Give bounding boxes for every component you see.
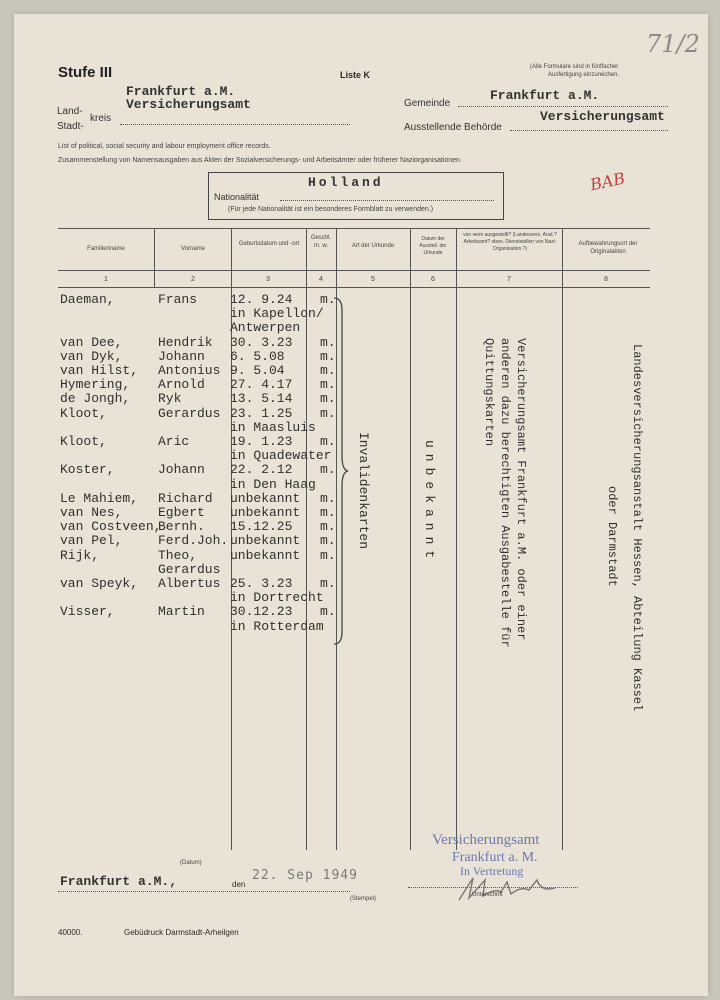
behoerde-label: Ausstellende Behörde <box>404 122 502 133</box>
office-stamp-line-1: Versicherungsamt <box>432 832 540 848</box>
stamp-field-label: (Stempel) <box>350 896 377 902</box>
cell-sex: m. <box>320 576 336 591</box>
cell-birth: 30. 3.23 <box>230 334 293 350</box>
cell-family-name: Hymering, <box>60 377 131 393</box>
cell-family-name: van Hilst, <box>60 363 139 378</box>
landkreis-value: Frankfurt a.M. <box>126 84 236 99</box>
col5-document-type: Invalidenkarten <box>356 432 371 550</box>
behoerde-underline <box>510 130 668 131</box>
cell-birth: 25. 3.23 <box>230 576 293 591</box>
cell-birth: 30.12.23 <box>230 604 293 620</box>
land-label: Land- <box>57 106 83 117</box>
col7-issuer-line-1: Versicherungsamt Frankfurt a.M. oder einer <box>514 338 528 641</box>
cell-birth: in Kapellon/ <box>230 306 324 322</box>
col-header-3: Geburtsdatum und -ort <box>238 241 300 247</box>
cell-first-name: Martin <box>158 604 205 620</box>
cell-family-name: Koster, <box>60 462 115 478</box>
gemeinde-value: Frankfurt a.M. <box>490 88 600 103</box>
col-divider-5 <box>410 228 411 850</box>
col-number-8: 8 <box>604 276 608 283</box>
cell-family-name: van Nes, <box>60 505 123 520</box>
cell-first-name: Antonius <box>158 363 221 378</box>
col-divider-6 <box>456 228 457 850</box>
cell-first-name: Hendrik <box>158 334 213 350</box>
col8-archive-line-2: oder Darmstadt <box>605 486 619 587</box>
cell-birth: unbekannt <box>230 505 301 520</box>
cell-family-name: Visser, <box>60 604 115 620</box>
cell-family-name: de Jongh, <box>60 391 131 407</box>
cell-family-name: Kloot, <box>60 434 107 449</box>
cell-sex: m. <box>320 604 336 620</box>
cell-first-name: Gerardus <box>158 561 221 577</box>
date-stamp: 22. Sep 1949 <box>252 868 358 883</box>
cell-first-name: Johann <box>158 348 205 364</box>
cell-birth: 13. 5.14 <box>230 391 293 407</box>
col-divider-1 <box>154 228 155 288</box>
cell-sex: m. <box>320 348 336 364</box>
german-description: Zusammenstellung von Namensausgaben aus Akten der Sozialversicherungs- und Arbeitsämter oder früherer Naziorganisationen. <box>58 157 462 164</box>
stadtkreis-value: Versicherungsamt <box>126 97 251 112</box>
col-header-2: Vorname <box>180 246 205 252</box>
cell-birth: in Maasluis <box>230 419 316 435</box>
liste-label: Liste K <box>340 70 371 80</box>
cell-sex: m. <box>320 547 336 563</box>
gemeinde-underline <box>458 106 668 107</box>
english-description: List of political, social security and labour employment office records. <box>58 143 271 150</box>
cell-sex: m. <box>320 519 336 535</box>
instruction-line-2: Ausfertigung einzureichen. <box>548 72 620 78</box>
col-number-4: 4 <box>319 276 323 283</box>
kreis-underline <box>120 124 350 125</box>
cell-birth: 22. 2.12 <box>230 462 293 478</box>
col-number-1: 1 <box>104 276 108 283</box>
nationality-note: (Für jede Nationalität ist ein besonderes Formblatt zu verwenden.) <box>228 206 434 213</box>
signature-label: Unterschrift <box>472 892 503 898</box>
date-underline <box>58 891 350 892</box>
col7-issuer-line-2: anderen dazu berechtigten Ausgabestelle für <box>498 338 512 648</box>
cell-family-name: van Pel, <box>60 533 123 549</box>
cell-sex: m. <box>320 490 336 506</box>
cell-birth: unbekannt <box>230 533 301 549</box>
cell-sex: m. <box>320 533 336 549</box>
den-label: den <box>232 880 246 889</box>
form-number: 40000. <box>58 928 83 937</box>
cell-sex: m. <box>320 377 336 393</box>
col-number-6: 6 <box>431 276 435 283</box>
col-number-7: 7 <box>507 276 511 283</box>
col-number-5: 5 <box>371 276 375 283</box>
col-header-7: von wem ausgestellt? (Landesvers. Anst.? Arbeitsamt? oben. Dienststellen von Nazi-Organisation.?) <box>463 232 557 252</box>
cell-birth: in Quadewater <box>230 448 332 464</box>
cell-family-name: van Speyk, <box>60 576 139 591</box>
col-header-6: Datum der Ausstell. der Urkunde <box>419 236 447 256</box>
cell-birth: 23. 1.25 <box>230 405 293 421</box>
cell-family-name: van Costveen, <box>60 519 162 535</box>
instruction-line-1: (Alle Formulare sind in fünffacher <box>530 64 619 70</box>
col7-issuer-line-3: Quittungskarten <box>482 338 496 447</box>
col6-issue-date: unbekannt <box>422 440 437 565</box>
office-stamp-line-2: Frankfurt a. M. <box>452 850 538 865</box>
cell-birth: unbekannt <box>230 547 301 563</box>
cell-family-name: van Dyk, <box>60 348 123 364</box>
cell-birth: unbekannt <box>230 490 301 506</box>
cell-birth: 27. 4.17 <box>230 377 293 393</box>
stufe-label: Stufe III <box>58 64 113 81</box>
col-header-8: Aufbewahrungsort der Originalakten <box>578 241 638 256</box>
stadt-label: Stadt- <box>57 121 84 132</box>
cell-first-name: Ryk <box>158 391 182 407</box>
cell-sex: m. <box>320 292 336 307</box>
cell-first-name: Arnold <box>158 377 205 393</box>
record-brace <box>330 296 350 646</box>
date-field-label: (Datum) <box>180 860 202 866</box>
cell-birth: in Dortrecht <box>230 590 324 606</box>
cell-sex: m. <box>320 405 336 421</box>
cell-sex: m. <box>320 334 336 350</box>
cell-birth: 19. 1.23 <box>230 434 293 449</box>
cell-first-name: Theo, <box>158 547 198 563</box>
cell-first-name: Gerardus <box>158 405 221 421</box>
cell-birth: 15.12.25 <box>230 519 293 535</box>
behoerde-value: Versicherungsamt <box>540 109 665 124</box>
cell-birth: 6. 5.08 <box>230 348 285 364</box>
cell-birth: Antwerpen <box>230 320 301 336</box>
cell-birth: in Rotterdam <box>230 618 324 634</box>
nationality-value: Holland <box>308 175 384 190</box>
cell-first-name: Johann <box>158 462 205 478</box>
cell-first-name: Ferd.Joh. <box>158 533 229 549</box>
cell-first-name: Bernh. <box>158 519 205 535</box>
col-header-5: Art der Urkunde <box>351 243 395 249</box>
cell-first-name: Richard <box>158 490 213 506</box>
cell-family-name: van Dee, <box>60 334 123 350</box>
cell-sex: m. <box>320 363 336 378</box>
cell-sex: m. <box>320 434 336 449</box>
printer-imprint: Gebüdruck Darmstadt-Arheilgen <box>124 928 239 937</box>
nationality-underline <box>280 200 494 201</box>
red-handwritten-mark: BAB <box>588 168 627 195</box>
cell-birth: 12. 9.24 <box>230 292 293 307</box>
cell-first-name: Aric <box>158 434 190 449</box>
cell-first-name: Egbert <box>158 505 205 520</box>
cell-sex: m. <box>320 505 336 520</box>
cell-birth: in Den Haag <box>230 476 316 492</box>
col8-archive-line-1: Landesversicherungsanstalt Hessen, Abteilung Kassel <box>630 344 644 712</box>
col-number-3: 3 <box>266 276 270 283</box>
kreis-label: kreis <box>90 113 112 124</box>
place-value: Frankfurt a.M., <box>60 874 178 889</box>
handwritten-number: 71/2 <box>646 30 700 58</box>
cell-first-name: Frans <box>158 292 198 307</box>
cell-first-name: Albertus <box>158 576 221 591</box>
cell-family-name: Le Mahiem, <box>60 490 139 506</box>
col-divider-7 <box>562 228 563 850</box>
col-header-4: Geschl. m. w. <box>310 235 332 250</box>
handwritten-signature <box>455 868 565 908</box>
gemeinde-label: Gemeinde <box>404 98 451 109</box>
cell-sex: m. <box>320 391 336 407</box>
col-number-2: 2 <box>191 276 195 283</box>
cell-family-name: Rijk, <box>60 547 100 563</box>
office-stamp-line-3: In Vertretung <box>460 864 524 878</box>
cell-birth: 9. 5.04 <box>230 363 285 378</box>
cell-sex: m. <box>320 462 336 478</box>
cell-family-name: Daeman, <box>60 292 115 307</box>
nationality-label: Nationalität <box>214 192 260 202</box>
col-header-1: Familienname <box>87 246 125 252</box>
col-divider-3 <box>306 228 307 850</box>
cell-family-name: Kloot, <box>60 405 107 421</box>
